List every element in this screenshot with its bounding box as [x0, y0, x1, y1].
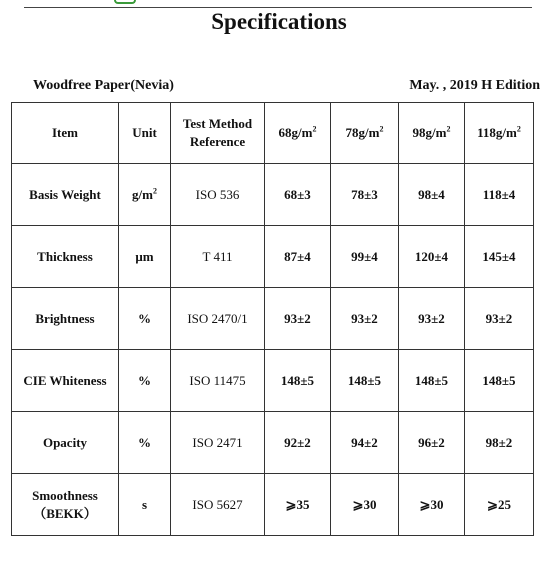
row-value: 148±5 [331, 350, 399, 412]
row-value: 99±4 [331, 226, 399, 288]
row-value: 93±2 [331, 288, 399, 350]
header-grade: $118g/m^2$ [465, 103, 534, 164]
table-row [12, 350, 534, 412]
table-row [12, 412, 534, 474]
header-row [12, 103, 534, 164]
row-value: 118±4 [465, 164, 534, 226]
row-item-name: Basis Weight [12, 164, 119, 226]
page-title: Specifications [211, 9, 347, 34]
top-rule [24, 7, 532, 8]
row-value: ⩾30 [399, 474, 465, 536]
row-value: 98±2 [465, 412, 534, 474]
row-value: 148±5 [399, 350, 465, 412]
row-unit: % [119, 288, 171, 350]
row-unit: s [119, 474, 171, 536]
row-value: ⩾25 [465, 474, 534, 536]
row-test-method: T 411 [171, 226, 265, 288]
row-test-method: ISO 11475 [171, 350, 265, 412]
row-item-name: Brightness [12, 288, 119, 350]
specifications-table [11, 102, 534, 536]
row-value: 98±4 [399, 164, 465, 226]
row-test-method: ISO 536 [171, 164, 265, 226]
row-item-name: Opacity [12, 412, 119, 474]
row-value: 92±2 [265, 412, 331, 474]
row-unit: % [119, 412, 171, 474]
row-value: 93±2 [265, 288, 331, 350]
row-value: 93±2 [465, 288, 534, 350]
product-name: Woodfree Paper(Nevia) [33, 78, 174, 93]
header-grade: $78g/m^2$ [331, 103, 399, 164]
row-value: 96±2 [399, 412, 465, 474]
table-row [12, 226, 534, 288]
row-value: 148±5 [265, 350, 331, 412]
logo-fragment [114, 0, 136, 4]
row-unit: % [119, 350, 171, 412]
row-value: 120±4 [399, 226, 465, 288]
row-item-name: Thickness [12, 226, 119, 288]
table-row [12, 288, 534, 350]
row-test-method: ISO 2471 [171, 412, 265, 474]
row-value: ⩾35 [265, 474, 331, 536]
row-value: 87±4 [265, 226, 331, 288]
table-row [12, 164, 534, 226]
header-unit: Unit [119, 103, 171, 164]
table-row [12, 474, 534, 536]
row-item-name: Smoothness （BEKK） [12, 474, 119, 536]
row-value: ⩾30 [331, 474, 399, 536]
row-test-method: ISO 2470/1 [171, 288, 265, 350]
row-item-name: CIE Whiteness [12, 350, 119, 412]
row-value: 148±5 [465, 350, 534, 412]
header-test-method: Test Method Reference [171, 103, 265, 164]
row-test-method: ISO 5627 [171, 474, 265, 536]
edition-label: May. , 2019 H Edition [409, 78, 540, 93]
header-grade: $98g/m^2$ [399, 103, 465, 164]
row-value: 68±3 [265, 164, 331, 226]
row-unit: $g/m^2$ [119, 164, 171, 226]
row-value: 145±4 [465, 226, 534, 288]
row-value: 78±3 [331, 164, 399, 226]
header-grade: $68g/m^2$ [265, 103, 331, 164]
row-unit: μm [119, 226, 171, 288]
row-value: 93±2 [399, 288, 465, 350]
header-item: Item [12, 103, 119, 164]
row-value: 94±2 [331, 412, 399, 474]
